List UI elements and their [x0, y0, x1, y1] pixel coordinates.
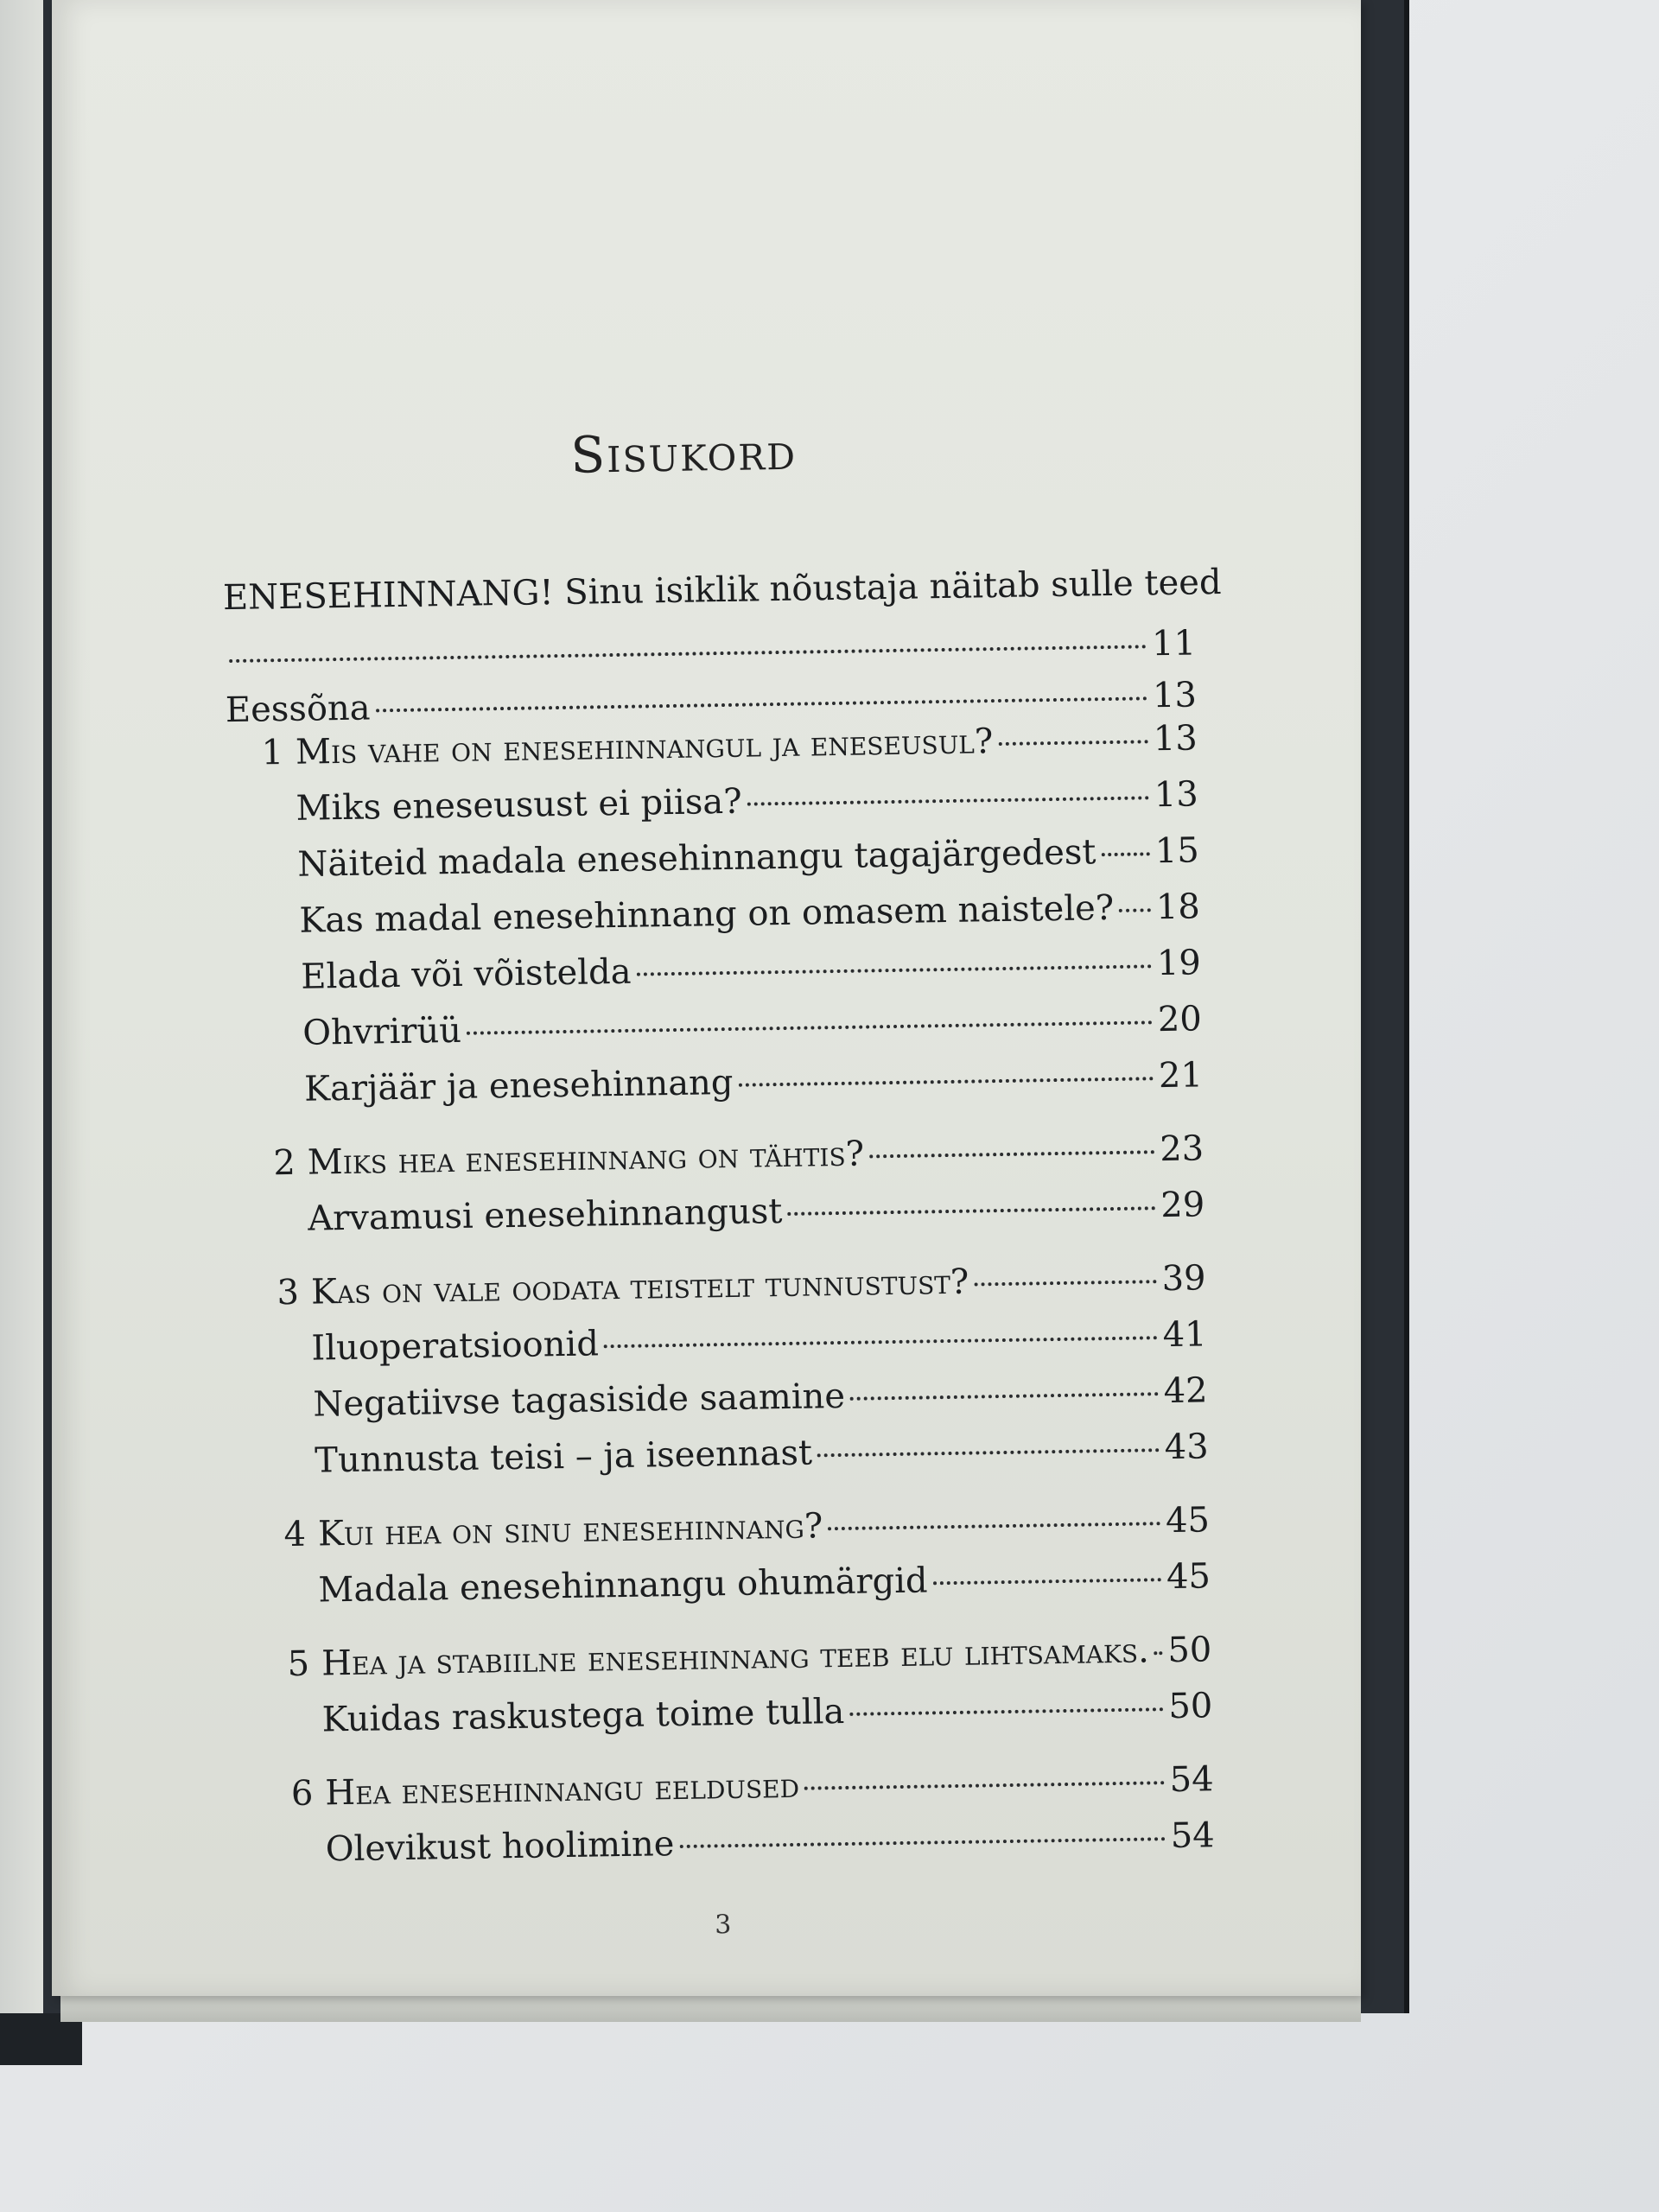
toc-chapter-row: [276, 1258, 1206, 1318]
dot-leader: [804, 1779, 1165, 1790]
dot-leader: [869, 1148, 1154, 1158]
toc-chapter-row: [287, 1630, 1211, 1689]
toc-entry-row: [296, 774, 1198, 833]
toc-entry-label: Olevikust hoolimine: [325, 1824, 675, 1870]
toc-entry-row: [321, 1686, 1212, 1745]
toc-entry-label: Kas madal enesehinnang on omasem naistele?: [299, 887, 1115, 941]
toc-entry-row: [302, 999, 1202, 1058]
toc-page-number: 21: [1158, 1055, 1204, 1096]
toc-page-number: 45: [1166, 1556, 1211, 1598]
dot-leader: [679, 1835, 1165, 1848]
page-content: [173, 416, 1234, 1987]
dot-leader: [376, 695, 1148, 712]
toc-page-number: 11: [1151, 623, 1197, 664]
toc-entry-label: Hea ja stabiilne enesehinnang teeb elu lihtsamaks.: [321, 1630, 1150, 1684]
toc-entry-label: Miks hea enesehinnang on tähtis?: [307, 1134, 865, 1183]
toc-page-number: 54: [1169, 1759, 1214, 1801]
page-number: 3: [714, 1910, 732, 1941]
dot-leader: [849, 1706, 1163, 1716]
toc-page-number: 39: [1161, 1258, 1206, 1300]
dot-leader: [817, 1446, 1160, 1457]
toc-entry-label: Elada või võistelda: [300, 951, 632, 997]
toc-entry-label: Karjäär ja enesehinnang: [303, 1062, 734, 1109]
toc-entry-label: Kas on vale oodata teistelt tunnustust?: [310, 1262, 969, 1313]
toc-page-number: 41: [1162, 1314, 1207, 1356]
toc-page-number: 13: [1154, 774, 1199, 816]
toc-entry-row: [301, 943, 1201, 1001]
toc-entry-label: Eessõna: [225, 688, 371, 731]
toc-entry-row: [304, 1055, 1203, 1114]
toc-page-number: 19: [1156, 943, 1202, 984]
dot-leader: [229, 643, 1147, 663]
toc-entry-label: Miks eneseusust ei piisa?: [296, 781, 742, 829]
toc-entry-label: Hea enesehinnangu eeldused: [324, 1765, 800, 1814]
dot-leader: [467, 1019, 1153, 1034]
toc-entry-label: Mis vahe on enesehinnangul ja eneseusul?: [295, 721, 994, 772]
dot-leader: [850, 1390, 1159, 1401]
toc-entry-row: [315, 1427, 1209, 1485]
dot-leader: [1154, 1649, 1163, 1655]
dot-leader: [998, 738, 1148, 746]
toc-page-number: 43: [1164, 1427, 1209, 1468]
toc-chapter-row: [291, 1759, 1215, 1819]
toc-page-number: 20: [1157, 999, 1203, 1040]
toc-chapter-row: [283, 1500, 1210, 1560]
dot-leader: [974, 1278, 1156, 1286]
dot-leader: [604, 1334, 1158, 1348]
toc-entry-label: Arvamusi enesehinnangust: [307, 1192, 783, 1239]
dot-leader: [828, 1520, 1160, 1530]
toc-page-number: 18: [1155, 887, 1201, 928]
toc-page-number: 50: [1168, 1686, 1213, 1727]
toc-entry-label: Iluoperatsioonid: [311, 1324, 600, 1369]
toc-page-number: 50: [1167, 1630, 1212, 1671]
toc-entry-row: [308, 1185, 1205, 1243]
toc-entry-row: [313, 1370, 1208, 1429]
toc-page-number: 15: [1154, 830, 1200, 872]
dot-leader: [1101, 850, 1150, 856]
toc-entry-label: Ohvrirüü: [302, 1010, 462, 1053]
toc-entry-label: Kui hea on sinu enesehinnang?: [317, 1506, 823, 1554]
toc-page-number: 23: [1159, 1128, 1205, 1170]
toc-chapter-number: 5: [287, 1643, 310, 1685]
dot-leader: [636, 963, 1152, 976]
toc-chapter-number: 1: [261, 733, 284, 773]
toc-entry-row: [318, 1556, 1211, 1615]
table-of-contents: [224, 623, 1216, 1870]
toc-chapter-number: 2: [273, 1142, 296, 1184]
toc-chapter-number: 6: [290, 1773, 314, 1815]
toc-entry-row: [325, 1815, 1215, 1874]
dot-leader: [1119, 906, 1151, 912]
book-page: [52, 0, 1361, 1996]
toc-entry-label: Tunnusta teisi – ja iseennast: [314, 1433, 813, 1481]
toc-chapter-row: [273, 1128, 1205, 1188]
toc-page-number: 54: [1170, 1815, 1216, 1857]
toc-page-number: 29: [1160, 1185, 1205, 1226]
dot-leader: [747, 794, 1149, 805]
dot-leader: [933, 1576, 1162, 1585]
toc-entry-label: Kuidas raskustega toime tulla: [321, 1691, 845, 1740]
toc-page-number: 13: [1152, 675, 1198, 716]
toc-entry-row: [299, 887, 1200, 945]
toc-entry-row: [311, 1314, 1207, 1373]
toc-page-number: 13: [1153, 718, 1198, 760]
toc-entry-row: [297, 830, 1199, 889]
toc-entry-row: [224, 623, 1197, 683]
dot-leader: [738, 1075, 1154, 1087]
dot-leader: [787, 1205, 1155, 1216]
intro-heading: ENESEHINNANG! Sinu isiklik nõustaja näitab sulle teed: [222, 562, 1222, 619]
toc-entry-label: Näiteid madala enesehinnangu tagajärgedest: [297, 832, 1096, 885]
toc-entry-label: Madala enesehinnangu ohumärgid: [318, 1560, 928, 1611]
toc-page-number: 45: [1165, 1500, 1211, 1541]
toc-chapter-number: 3: [276, 1272, 300, 1313]
toc-page-number: 42: [1163, 1370, 1208, 1412]
toc-entry-label: Negatiivse tagasiside saamine: [313, 1376, 846, 1425]
page-title: Sisukord: [569, 422, 798, 485]
toc-chapter-number: 4: [283, 1514, 307, 1555]
